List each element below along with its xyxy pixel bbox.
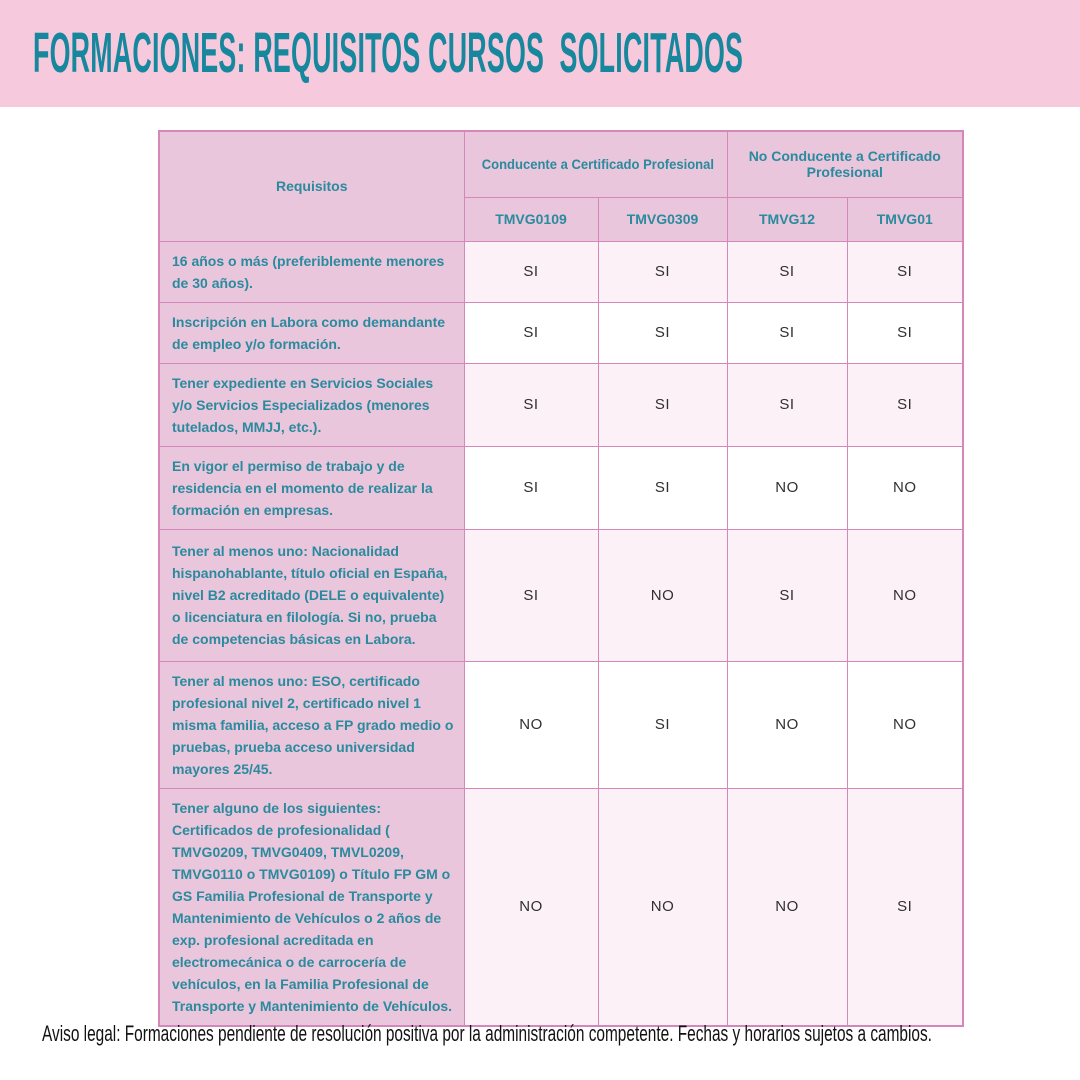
requirement-value: SI <box>727 241 847 302</box>
requirement-value: SI <box>598 661 727 788</box>
requirement-value: SI <box>847 788 963 1026</box>
requirement-label: Tener al menos uno: Nacionalidad hispanohablante, título oficial en España, nivel B2 acreditado (DELE o equivalente) o licenciatura en filología. Si no, prueba de competencias básicas en Labora. <box>159 529 464 661</box>
column-group-no-conducente <box>727 131 963 197</box>
requirement-value: SI <box>847 363 963 446</box>
requirement-label: Tener expediente en Servicios Sociales y/o Servicios Especializados (menores tutelados, MMJJ, etc.). <box>159 363 464 446</box>
requirement-value: NO <box>847 529 963 661</box>
column-header-requisitos: Requisitos <box>159 131 464 241</box>
requirement-label: Tener al menos uno: ESO, certificado profesional nivel 2, certificado nivel 1 misma familia, acceso a FP grado medio o pruebas, prueba acceso universidad mayores 25/45. <box>159 661 464 788</box>
requirement-label: 16 años o más (preferiblemente menores de 30 años). <box>159 241 464 302</box>
column-header-course-tmvg12: TMVG12 <box>727 197 847 241</box>
column-group-conducente-label: Conducente a Certificado Profesional <box>481 156 714 173</box>
requirement-value: NO <box>847 661 963 788</box>
requirement-value: SI <box>598 363 727 446</box>
requirement-value: SI <box>464 302 598 363</box>
requirement-label: En vigor el permiso de trabajo y de residencia en el momento de realizar la formación en empresas. <box>159 446 464 529</box>
requirement-value: SI <box>598 446 727 529</box>
requirement-label: Inscripción en Labora como demandante de empleo y/o formación. <box>159 302 464 363</box>
table-row <box>159 446 963 529</box>
requirement-value: SI <box>464 363 598 446</box>
requirement-value: NO <box>464 788 598 1026</box>
legal-notice <box>42 1020 1072 1049</box>
requirements-table-wrapper <box>158 130 962 1027</box>
requirement-label: Tener alguno de los siguientes: Certificados de profesionalidad ( TMVG0209, TMVG0409, TMVL0209, TMVG0110 o TMVG0109) o Título FP GM o GS Familia Profesional de Transporte y Mantenimiento de Vehículos o 2 años de exp. profesional acreditada en electromecánica o de carrocería de vehículos, en la Familia Profesional de Transporte y Mantenimiento de Vehículos. <box>159 788 464 1026</box>
header-band <box>0 0 1080 107</box>
requirement-value: NO <box>727 446 847 529</box>
column-group-no-conducente-label: No Conducente a Certificado Profesional <box>748 148 941 181</box>
table-row <box>159 302 963 363</box>
requirement-value: SI <box>464 529 598 661</box>
requirement-value: SI <box>847 241 963 302</box>
requirement-value: SI <box>847 302 963 363</box>
requirement-value: SI <box>727 529 847 661</box>
table-row <box>159 363 963 446</box>
requirement-value: SI <box>598 241 727 302</box>
table-row <box>159 529 963 661</box>
requirement-value: NO <box>727 661 847 788</box>
page-title <box>0 21 1080 85</box>
requirement-value: SI <box>464 241 598 302</box>
requirement-value: SI <box>727 302 847 363</box>
requirement-value: SI <box>598 302 727 363</box>
requirement-value: NO <box>727 788 847 1026</box>
requirement-value: NO <box>464 661 598 788</box>
requirement-value: NO <box>598 529 727 661</box>
page-title-text: FORMACIONES: REQUISITOS CURSOS SOLICITADOS <box>33 21 744 85</box>
table-row <box>159 661 963 788</box>
requirement-value: SI <box>727 363 847 446</box>
legal-notice-text: Aviso legal: Formaciones pendiente de resolución positiva por la administración competente. Fechas y horarios sujetos a cambios. <box>42 1021 932 1046</box>
table-row <box>159 241 963 302</box>
column-header-course-tmvg0109: TMVG0109 <box>464 197 598 241</box>
column-header-course-tmvg01: TMVG01 <box>847 197 963 241</box>
column-header-course-tmvg0309: TMVG0309 <box>598 197 727 241</box>
table-row <box>159 788 963 1026</box>
requirement-value: NO <box>598 788 727 1026</box>
requirement-value: SI <box>464 446 598 529</box>
requirement-value: NO <box>847 446 963 529</box>
requirements-table <box>158 130 964 1027</box>
column-group-conducente <box>464 131 727 197</box>
header-group-row <box>159 131 963 197</box>
